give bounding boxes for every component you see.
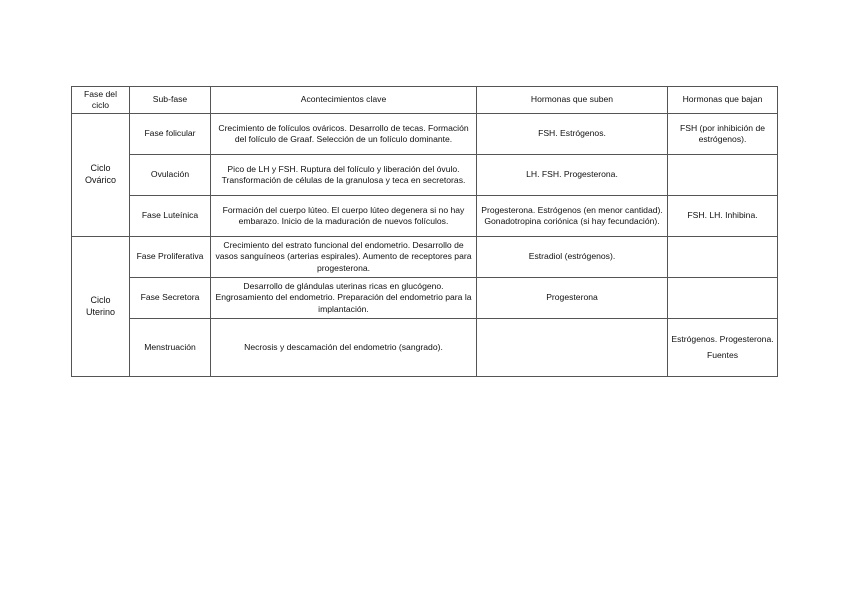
events-cell: Pico de LH y FSH. Ruptura del folículo y liberación del óvulo. Transformación de células de la granulosa y teca en secretoras. xyxy=(211,155,477,196)
header-phase: Fase del ciclo xyxy=(72,87,130,114)
rising-hormones-cell xyxy=(477,319,668,377)
falling-hormones-cell xyxy=(668,155,778,196)
falling-hormones-cell: FSH (por inhibición de estrógenos). xyxy=(668,114,778,155)
rising-hormones-cell: Estradiol (estrógenos). xyxy=(477,237,668,278)
subphase-cell: Menstruación xyxy=(130,319,211,377)
falling-hormones-cell xyxy=(668,237,778,278)
sources-note: Fuentes xyxy=(706,349,739,360)
table-row xyxy=(72,319,778,377)
rising-hormones-cell: Progesterona xyxy=(477,278,668,319)
menstrual-cycle-table xyxy=(71,86,778,377)
table-row xyxy=(72,237,778,278)
rising-hormones-cell: LH. FSH. Progesterona. xyxy=(477,155,668,196)
falling-hormones-cell: FSH. LH. Inhibina. xyxy=(668,196,778,237)
rising-hormones-cell: FSH. Estrógenos. xyxy=(477,114,668,155)
events-cell: Crecimiento del estrato funcional del endometrio. Desarrollo de vasos sanguíneos (arterias espirales). Aumento de receptores para progesterona. xyxy=(211,237,477,278)
falling-hormones-cell xyxy=(668,278,778,319)
header-events: Acontecimientos clave xyxy=(211,87,477,114)
events-cell: Desarrollo de glándulas uterinas ricas en glucógeno. Engrosamiento del endometrio. Preparación del endometrio para la implantación. xyxy=(211,278,477,319)
rising-hormones-cell: Progesterona. Estrógenos (en menor cantidad). Gonadotropina coriónica (si hay fecundación). xyxy=(477,196,668,237)
table-row xyxy=(72,278,778,319)
falling-hormones-cell xyxy=(668,319,778,377)
subphase-cell: Fase Proliferativa xyxy=(130,237,211,278)
header-rising-hormones: Hormonas que suben xyxy=(477,87,668,114)
table-row xyxy=(72,196,778,237)
events-cell: Crecimiento de folículos ováricos. Desarrollo de tecas. Formación del folículo de Graaf. Selección de un folículo dominante. xyxy=(211,114,477,155)
cycle-name-uterine: Ciclo Uterino xyxy=(72,237,130,377)
events-cell: Necrosis y descamación del endometrio (sangrado). xyxy=(211,319,477,377)
cycle-name-ovarian: Ciclo Ovárico xyxy=(72,114,130,237)
header-falling-hormones: Hormonas que bajan xyxy=(668,87,778,114)
subphase-cell: Ovulación xyxy=(130,155,211,196)
table-header-row xyxy=(72,87,778,114)
table-row xyxy=(72,155,778,196)
header-subphase: Sub-fase xyxy=(130,87,211,114)
subphase-cell: Fase folicular xyxy=(130,114,211,155)
falling-hormones-text: Estrógenos. Progesterona. xyxy=(671,334,774,345)
events-cell: Formación del cuerpo lúteo. El cuerpo lúteo degenera si no hay embarazo. Inicio de la maduración de nuevos folículos. xyxy=(211,196,477,237)
subphase-cell: Fase Luteínica xyxy=(130,196,211,237)
table-row xyxy=(72,114,778,155)
subphase-cell: Fase Secretora xyxy=(130,278,211,319)
